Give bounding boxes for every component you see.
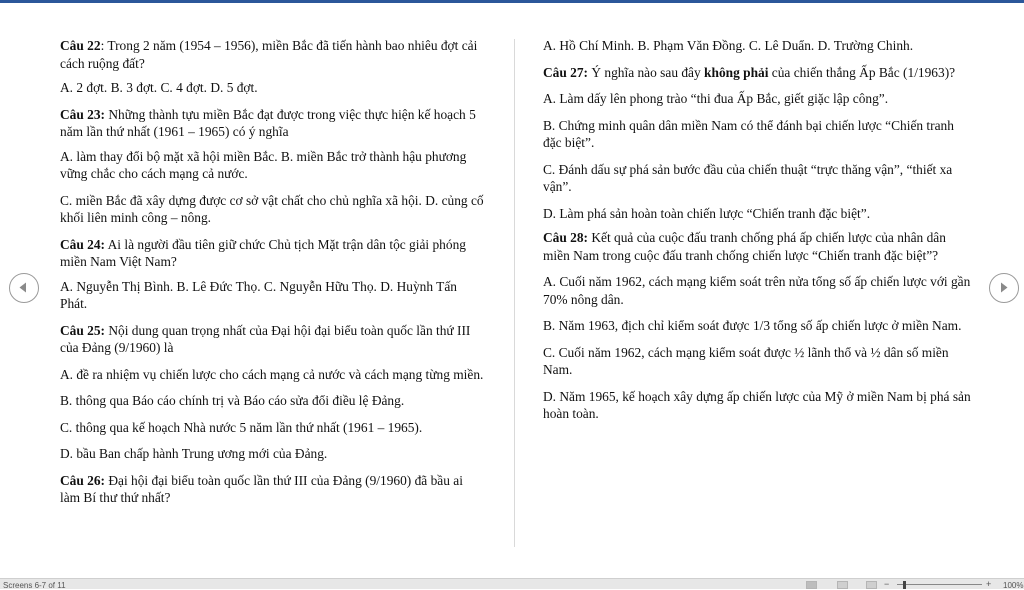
zoom-slider[interactable]	[897, 584, 982, 585]
question-27-option-d: D. Làm phá sản hoàn toàn chiến lược “Chiến tranh đặc biệt”.	[543, 205, 871, 221]
question-26: Câu 26: Đại hội đại biểu toàn quốc lần thứ III của Đảng (9/1960) đã bầu ai làm Bí thư thứ nhất?	[60, 472, 463, 505]
question-27: Câu 27: Ý nghĩa nào sau đây không phải của chiến thắng Ấp Bắc (1/1963)?	[543, 64, 956, 80]
right-column	[543, 37, 971, 432]
question-28-option-a: A. Cuối năm 1962, cách mạng kiểm soát trên nửa tổng số ấp chiến lược với gần 70% nông dân.	[543, 274, 971, 307]
triangle-left-icon	[10, 274, 37, 301]
reading-view-page	[0, 3, 1024, 578]
print-layout-view-button[interactable]	[837, 581, 848, 589]
zoom-in-button[interactable]: +	[986, 579, 992, 589]
question-27-option-a: A. Làm dấy lên phong trào “thi đua Ấp Bắc, giết giặc lập công”.	[543, 91, 889, 106]
question-25: Câu 25: Nội dung quan trọng nhất của Đại hội đại biểu toàn quốc lần thứ III của Đảng (9/1960) là	[60, 322, 471, 355]
question-22: Câu 22: Trong 2 năm (1954 – 1956), miền Bắc đã tiến hành bao nhiêu đợt cải cách ruộng đất?	[60, 38, 478, 71]
question-26-options: A. Hồ Chí Minh. B. Phạm Văn Đồng. C. Lê Duẩn. D. Trường Chinh.	[543, 38, 914, 53]
screen-counter: Screens 6-7 of 11	[3, 581, 66, 590]
question-25-option-d: D. bầu Ban chấp hành Trung ương mới của Đảng.	[60, 446, 328, 461]
question-28-option-c: C. Cuối năm 1962, cách mạng kiểm soát được ½ lãnh thổ và ½ dân số miền Nam.	[543, 344, 949, 377]
question-22-options: A. 2 đợt. B. 3 đợt. C. 4 đợt. D. 5 đợt.	[60, 80, 258, 95]
zoom-out-button[interactable]: −	[884, 579, 890, 589]
question-25-option-a: A. đề ra nhiệm vụ chiến lược cho cách mạng cả nước và cách mạng từng miền.	[60, 366, 484, 382]
question-25-option-b: B. thông qua Báo cáo chính trị và Báo cáo sửa đổi điều lệ Đảng.	[60, 393, 405, 408]
question-28-option-b: B. Năm 1963, địch chỉ kiểm soát được 1/3 tổng số ấp chiến lược ở miền Nam.	[543, 318, 962, 333]
question-27-option-c: C. Đánh dấu sự phá sản bước đầu của chiến thuật “trực thăng vận”, “thiết xa vận”.	[543, 161, 953, 194]
question-24: Câu 24: Ai là người đầu tiên giữ chức Chủ tịch Mặt trận dân tộc giải phóng miền Nam Việt Nam?	[60, 236, 466, 269]
question-23-option-c: C. miền Bắc đã xây dựng được cơ sở vật chất cho chủ nghĩa xã hội. D. củng cố khối liên minh công – nông.	[60, 192, 484, 225]
read-mode-view-button[interactable]	[806, 581, 817, 589]
question-27-option-b: B. Chứng minh quân dân miền Nam có thể đánh bại chiến lược “Chiến tranh đặc biệt”.	[543, 117, 954, 150]
left-column	[60, 37, 484, 516]
previous-screen-button[interactable]	[9, 273, 39, 303]
status-bar	[0, 578, 1024, 589]
question-24-options: A. Nguyễn Thị Bình. B. Lê Đức Thọ. C. Nguyễn Hữu Thọ. D. Huỳnh Tấn Phát.	[60, 278, 457, 311]
triangle-right-icon	[990, 274, 1017, 301]
zoom-slider-thumb[interactable]	[903, 581, 906, 589]
question-23: Câu 23: Những thành tựu miền Bắc đạt được trong việc thực hiện kế hoạch 5 năm lần thứ nhất (1961 – 1965) có ý nghĩa	[60, 106, 476, 139]
column-divider	[514, 39, 515, 547]
question-28-option-d: D. Năm 1965, kế hoạch xây dựng ấp chiến lược của Mỹ ở miền Nam bị phá sản hoàn toàn.	[543, 388, 971, 421]
question-25-option-c: C. thông qua kế hoạch Nhà nước 5 năm lần thứ nhất (1961 – 1965).	[60, 419, 423, 435]
question-28: Câu 28: Kết quả của cuộc đấu tranh chống phá ấp chiến lược của nhân dân miền Nam trong cuộc đấu tranh chống chiến lược “Chiến tranh đặc biệt”?	[543, 230, 946, 263]
web-layout-view-button[interactable]	[866, 581, 877, 589]
zoom-level[interactable]: 100%	[1003, 581, 1024, 590]
question-23-option-a: A. làm thay đổi bộ mặt xã hội miền Bắc. B. miền Bắc trở thành hậu phương vững chắc cho cách mạng cả nước.	[60, 148, 467, 181]
next-screen-button[interactable]	[989, 273, 1019, 303]
